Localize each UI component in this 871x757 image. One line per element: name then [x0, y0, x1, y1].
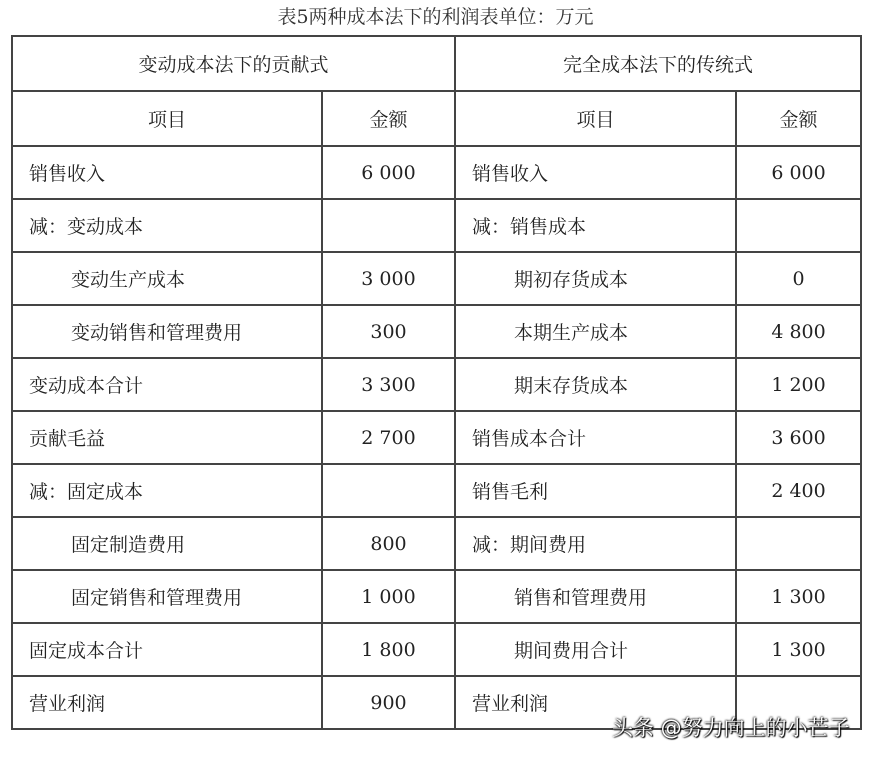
right-item-cell: 期间费用合计: [455, 623, 736, 676]
right-item-cell: 期末存货成本: [455, 358, 736, 411]
right-amount-cell: 0: [736, 252, 861, 305]
table-row: [12, 570, 861, 623]
left-amount-cell: 3 300: [322, 358, 455, 411]
right-item-cell: 减：期间费用: [455, 517, 736, 570]
left-item-cell: 销售收入: [12, 146, 322, 199]
right-amount-cell: 6 000: [736, 146, 861, 199]
right-amount-cell: 4 800: [736, 305, 861, 358]
table-row: [12, 623, 861, 676]
table-row: [12, 358, 861, 411]
table-row: [12, 411, 861, 464]
group-header-row: [12, 36, 861, 91]
right-amount-cell: 2 400: [736, 464, 861, 517]
right-item-header: 项目: [455, 91, 736, 146]
left-item-cell: 营业利润: [12, 676, 322, 729]
left-item-cell: 变动销售和管理费用: [12, 305, 322, 358]
left-item-cell: 固定制造费用: [12, 517, 322, 570]
left-amount-cell: 6 000: [322, 146, 455, 199]
left-amount-cell: 1 000: [322, 570, 455, 623]
left-item-cell: 减：固定成本: [12, 464, 322, 517]
left-amount-cell: [322, 464, 455, 517]
left-item-cell: 固定销售和管理费用: [12, 570, 322, 623]
watermark-text: 头条 @努力向上的小芒子: [612, 716, 850, 740]
right-group-header: 完全成本法下的传统式: [455, 36, 861, 91]
left-item-cell: 变动成本合计: [12, 358, 322, 411]
right-amount-cell: [736, 199, 861, 252]
left-amount-cell: 300: [322, 305, 455, 358]
left-item-cell: 固定成本合计: [12, 623, 322, 676]
right-item-cell: 销售毛利: [455, 464, 736, 517]
right-item-cell: 期初存货成本: [455, 252, 736, 305]
left-amount-cell: 3 000: [322, 252, 455, 305]
left-group-header: 变动成本法下的贡献式: [12, 36, 455, 91]
income-statement-table: [11, 35, 862, 730]
left-item-cell: 变动生产成本: [12, 252, 322, 305]
right-item-cell: 销售收入: [455, 146, 736, 199]
left-item-header: 项目: [12, 91, 322, 146]
left-amount-cell: 900: [322, 676, 455, 729]
left-amount-cell: 800: [322, 517, 455, 570]
left-amount-header: 金额: [322, 91, 455, 146]
right-item-cell: 减：销售成本: [455, 199, 736, 252]
table-row: [12, 146, 861, 199]
right-amount-cell: [736, 517, 861, 570]
right-item-cell: 营业利润: [455, 676, 736, 729]
right-item-cell: 销售成本合计: [455, 411, 736, 464]
right-amount-cell: 1 300: [736, 623, 861, 676]
right-amount-cell: 3 600: [736, 411, 861, 464]
right-item-cell: 本期生产成本: [455, 305, 736, 358]
table-row: [12, 199, 861, 252]
left-item-cell: 减：变动成本: [12, 199, 322, 252]
left-amount-cell: 1 800: [322, 623, 455, 676]
left-item-cell: 贡献毛益: [12, 411, 322, 464]
table-row: [12, 305, 861, 358]
table-row: [12, 517, 861, 570]
right-amount-header: 金额: [736, 91, 861, 146]
table-row: [12, 252, 861, 305]
left-amount-cell: 2 700: [322, 411, 455, 464]
column-header-row: [12, 91, 861, 146]
right-amount-cell: 1 300: [736, 570, 861, 623]
right-amount-cell: 1 200: [736, 358, 861, 411]
left-amount-cell: [322, 199, 455, 252]
right-item-cell: 销售和管理费用: [455, 570, 736, 623]
table-caption: 表5两种成本法下的利润表单位：万元: [277, 6, 594, 28]
table-row: [12, 464, 861, 517]
